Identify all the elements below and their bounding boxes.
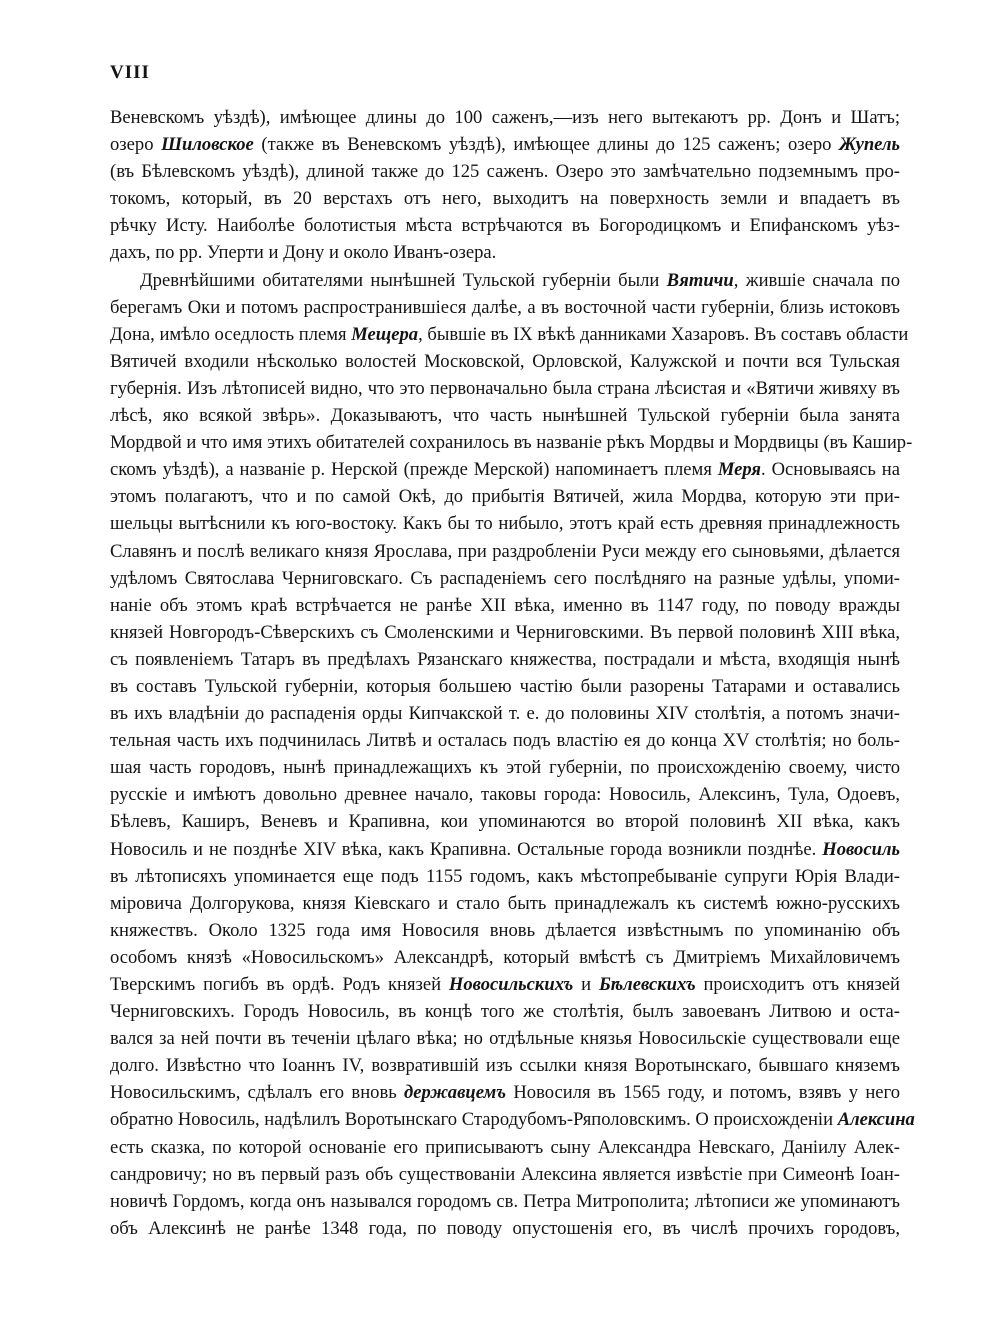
text-segment: , жившіе сначала по [733, 269, 900, 291]
text-segment: дахъ, по рр. Уперти и Дону и около Иванъ-озера. [110, 242, 497, 264]
text-line [110, 375, 900, 402]
text-line [110, 781, 900, 808]
text-line [110, 131, 900, 158]
body-text [110, 104, 915, 1242]
text-line [110, 429, 913, 456]
text-segment: въ ихъ владѣніи до распаденія орды Кипчакской т. е. до половины XIV столѣтія, а потомъ значи- [110, 703, 900, 725]
text-line [110, 754, 900, 781]
text-line [110, 836, 900, 863]
italic-term: Новосильскихъ [448, 974, 574, 995]
text-segment: обратно Новосиль, надѣлилъ Воротынскаго Стародубомъ-Ряполовскимъ. О происхожденіи [110, 1109, 838, 1131]
text-line [110, 321, 909, 348]
text-segment: особомъ князѣ «Новосильскомъ» Александрѣ, который вмѣстѣ съ Дмитріемъ Михайловичемъ [110, 946, 900, 968]
text-line [110, 565, 900, 592]
text-segment: наніе объ этомъ краѣ встрѣчается не ранѣе XII вѣка, именно въ 1147 году, по поводу вражды [110, 594, 900, 616]
text-segment: долго. Извѣстно что Іоаннъ IV, возвратившій изъ ссылки князя Воротынскаго, бывшаго княземъ [110, 1055, 900, 1077]
text-line [110, 592, 900, 619]
text-segment: съ появленіемъ Татаръ въ предѣлахъ Рязанскаго княжества, пострадали и мѣста, входящія нынѣ [110, 648, 900, 670]
text-segment: Вятичей входили нѣсколько волостей Московской, Орловской, Калужской и почти вся Тульская [110, 350, 900, 372]
text-segment: Славянъ и послѣ великаго князя Ярослава, при раздробленіи Руси между его сыновьями, дѣлается [110, 540, 900, 562]
italic-term: Бѣлевскихъ [598, 974, 696, 995]
text-line [110, 998, 900, 1025]
text-segment: рѣчку Исту. Наиболѣе болотистыя мѣста встрѣчаются въ Богородицкомъ и Епифанскомъ уѣз- [110, 215, 900, 237]
text-line [110, 538, 900, 565]
text-line [110, 646, 900, 673]
text-line [110, 158, 900, 185]
text-segment: Тверскимъ погибъ въ ордѣ. Родъ князей [110, 974, 449, 995]
text-segment: удѣломъ Святослава Черниговскаго. Съ распаденіемъ сего послѣдняго на разные удѣлы, упоми- [110, 567, 900, 589]
text-segment: объ Алексинѣ не ранѣе 1348 года, по поводу опустошенія его, въ числѣ прочихъ городовъ, [110, 1217, 900, 1239]
text-line [110, 700, 900, 727]
text-line [110, 619, 900, 646]
text-line [110, 808, 900, 835]
text-segment: Новосиль и не позднѣе XIV вѣка, какъ Крапивна. Остальные города возникли позднѣе. [110, 838, 823, 860]
text-line [110, 917, 900, 944]
text-segment: берегамъ Оки и потомъ распространившіеся далѣе, а въ восточной части губерніи, близь истоковъ [110, 296, 900, 318]
text-line [110, 104, 900, 131]
text-segment: княжествъ. Около 1325 года имя Новосиля вновь дѣлается извѣстнымъ по упоминанію объ [110, 919, 900, 941]
italic-term: Новосиль [822, 838, 900, 860]
text-line [110, 727, 900, 754]
text-line [110, 483, 900, 510]
text-line [110, 456, 900, 483]
text-segment: озеро [110, 134, 162, 156]
text-segment: міровича Долгорукова, князя Кіевскаго и стало быть принадлежалъ къ системѣ южно-русскихъ [110, 892, 900, 914]
text-line [110, 673, 900, 700]
text-segment: новичѣ Гордомъ, когда онъ назывался городомъ св. Петра Митрополита; лѣтописи же упоминаютъ [110, 1190, 900, 1212]
text-segment: и [573, 974, 599, 995]
text-line [110, 1161, 900, 1188]
text-line [110, 1052, 900, 1079]
text-line [110, 1188, 900, 1215]
text-line [110, 1025, 900, 1052]
text-segment: шельцы вытѣснили къ юго-востоку. Какъ бы то нибыло, этотъ край есть древняя принадлежность [110, 513, 900, 535]
text-line [110, 239, 900, 266]
text-segment: (также въ Веневскомъ уѣздѣ), имѣющее длины до 125 саженъ; озеро [253, 134, 840, 156]
italic-term: Меря [717, 459, 761, 481]
text-segment: Бѣлевъ, Каширъ, Веневъ и Крапивна, кои упоминаются во второй половинѣ XII вѣка, какъ [110, 811, 900, 833]
text-segment: токомъ, который, въ 20 верстахъ отъ него, выходитъ на поверхность земли и впадаетъ въ [110, 188, 900, 210]
text-line [110, 510, 900, 537]
italic-term: Мещера [351, 323, 419, 345]
italic-term: Вятичи [666, 269, 734, 291]
text-segment: шая часть городовъ, нынѣ принадлежащихъ къ этой губерніи, по происхожденію своему, чисто [110, 757, 900, 779]
text-segment: скомъ уѣздѣ), а названіе р. Нерской (прежде Мерской) напоминаетъ племя [110, 459, 718, 481]
text-segment: лѣсѣ, яко всякой звѣрь». Доказываютъ, что часть нынѣшней Тульской губерніи была занята [110, 405, 900, 427]
text-line [110, 348, 900, 375]
text-segment: Мордвой и что имя этихъ обитателей сохранилось въ названіе рѣкъ Мордвы и Мордвицы (въ Кашир- [110, 432, 913, 454]
italic-term: Шиловское [161, 134, 254, 156]
text-segment: Древнѣйшими обитателями нынѣшней Тульской губерніи были [140, 269, 667, 291]
text-line [110, 212, 900, 239]
text-line [110, 185, 900, 212]
italic-term: Алексина [837, 1109, 915, 1131]
text-segment: происходитъ отъ князей [695, 974, 901, 995]
text-segment: въ составъ Тульской губерніи, которыя большею частію были разорены Татарами и оставались [110, 675, 900, 697]
text-segment: этомъ полагаютъ, что и по самой Окѣ, до прибытія Вятичей, жила Мордва, которую эти при- [110, 486, 900, 508]
italic-term: Жупель [839, 134, 901, 156]
text-segment: въ лѣтописяхъ упоминается еще подъ 1155 годомъ, какъ мѣстопребываніе супруги Юрія Влади- [110, 865, 900, 887]
text-line [110, 402, 900, 429]
text-segment: , бывшіе въ IX вѣкѣ данниками Хазаровъ. Въ составъ области [418, 323, 909, 345]
text-segment: есть сказка, по которой основаніе его приписываютъ сыну Александра Невскаго, Даніилу Алек- [110, 1136, 900, 1158]
text-segment: русскіе и имѣютъ довольно древнее начало, таковы города: Новосиль, Алексинъ, Тула, Одоевъ, [110, 784, 900, 806]
text-segment: Новосиля въ 1565 году, и потомъ, взявъ у него [506, 1082, 901, 1104]
text-segment: сандровичу; но въ первый разъ объ существованіи Алексина является извѣстіе при Симеонѣ Іоан- [110, 1163, 900, 1185]
text-line [110, 1134, 900, 1161]
text-line [110, 267, 900, 294]
text-line [110, 890, 900, 917]
text-segment: Дона, имѣло оседлость племя [110, 323, 352, 345]
text-line [110, 944, 900, 971]
text-segment: Черниговскихъ. Городъ Новосиль, въ концѣ того же столѣтія, былъ завоеванъ Литвою и оста- [110, 1001, 900, 1023]
text-segment: князей Новгородъ-Сѣверскихъ съ Смоленскими и Черниговскими. Въ первой половинѣ XIII вѣка, [110, 621, 900, 643]
text-line [110, 1215, 900, 1242]
text-line [110, 294, 900, 321]
text-segment: (въ Бѣлевскомъ уѣздѣ), длиной также до 125 саженъ. Озеро это замѣчательно подземнымъ про- [110, 161, 900, 183]
text-segment: Веневскомъ уѣздѣ), имѣющее длины до 100 саженъ,—изъ него вытекаютъ рр. Донъ и Шатъ; [110, 107, 900, 128]
italic-term: державцемъ [404, 1082, 507, 1104]
text-line [110, 863, 900, 890]
text-segment: вался за ней почти въ теченіи цѣлаго вѣка; но отдѣльные князья Новосильскіе существовали еще [110, 1028, 900, 1050]
text-line [110, 971, 900, 998]
text-segment: Новосильскимъ, сдѣлалъ его вновь [110, 1082, 405, 1104]
text-segment: губернія. Изъ лѣтописей видно, что это первоначально была страна лѣсистая и «Вятичи живяху въ [110, 377, 900, 399]
text-line [110, 1106, 915, 1133]
text-segment: . Основываясь на [760, 459, 900, 481]
page-number: VIII [110, 62, 150, 83]
text-line [110, 1079, 900, 1106]
text-segment: тельная часть ихъ подчинилась Литвѣ и осталась подъ властію ея до конца XV столѣтія; но боль- [110, 730, 900, 752]
